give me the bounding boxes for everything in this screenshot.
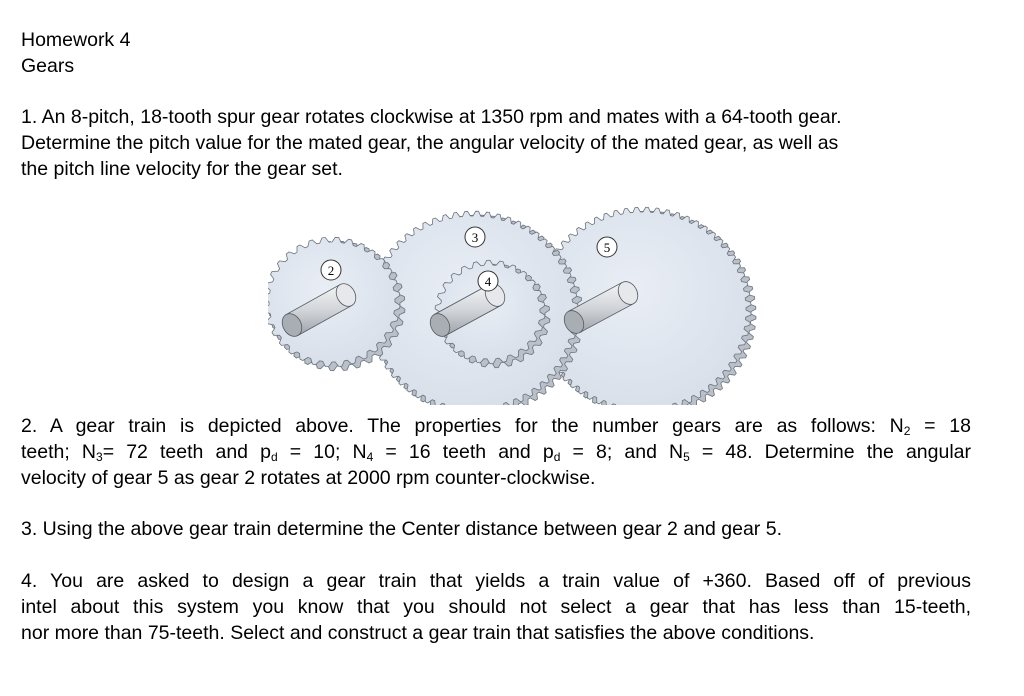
problem-4-line-3: nor more than 75-teeth. Select and construct a gear train that satisfies the above conditions. [21,622,815,644]
problem-4-line-2: intel about this system you know that you should not select a gear that has less than 15-teeth, [21,596,971,618]
document-title: Homework 4 [21,29,131,51]
problem-2-line-1: 2. A gear train is depicted above. The properties for the number gears are as follows: $N_2 = 18$ [21,415,971,438]
problem-2-line-3: velocity of gear 5 as gear 2 rotates at 2000 rpm counter-clockwise. [21,467,596,489]
problem-4-line-1: 4. You are asked to design a gear train that yields a train value of +360. Based off of previous [21,570,971,592]
problem-1-line-1: 1. An 8-pitch, 18-tooth spur gear rotates clockwise at 1350 rpm and mates with a 64-tooth gear. [21,106,842,128]
svg-text:3: 3 [471,230,479,245]
gear-4-label [478,271,498,291]
problem-2-line-2: teeth; $N_3= 72$ teeth and $p_d = 10$; $N_4 = 16$ teeth and $p_d = 8$; and $N_5 = 48$. Determine the angular [21,441,971,464]
svg-text:2: 2 [327,263,335,278]
gear-train-diagram [268,200,758,405]
svg-text:4: 4 [484,274,492,289]
gear-train-figure [268,200,758,405]
problem-1-line-3: the pitch line velocity for the gear set. [21,158,343,180]
gear-3-label [465,227,485,247]
gear-2-label [321,260,341,280]
document-subtitle: Gears [21,55,75,77]
problem-1-line-2: Determine the pitch value for the mated gear, the angular velocity of the mated gear, as well as [21,132,839,154]
gear-5-label [597,237,617,257]
problem-3-line-1: 3. Using the above gear train determine the Center distance between gear 2 and gear 5. [21,518,782,540]
svg-text:5: 5 [603,240,611,255]
